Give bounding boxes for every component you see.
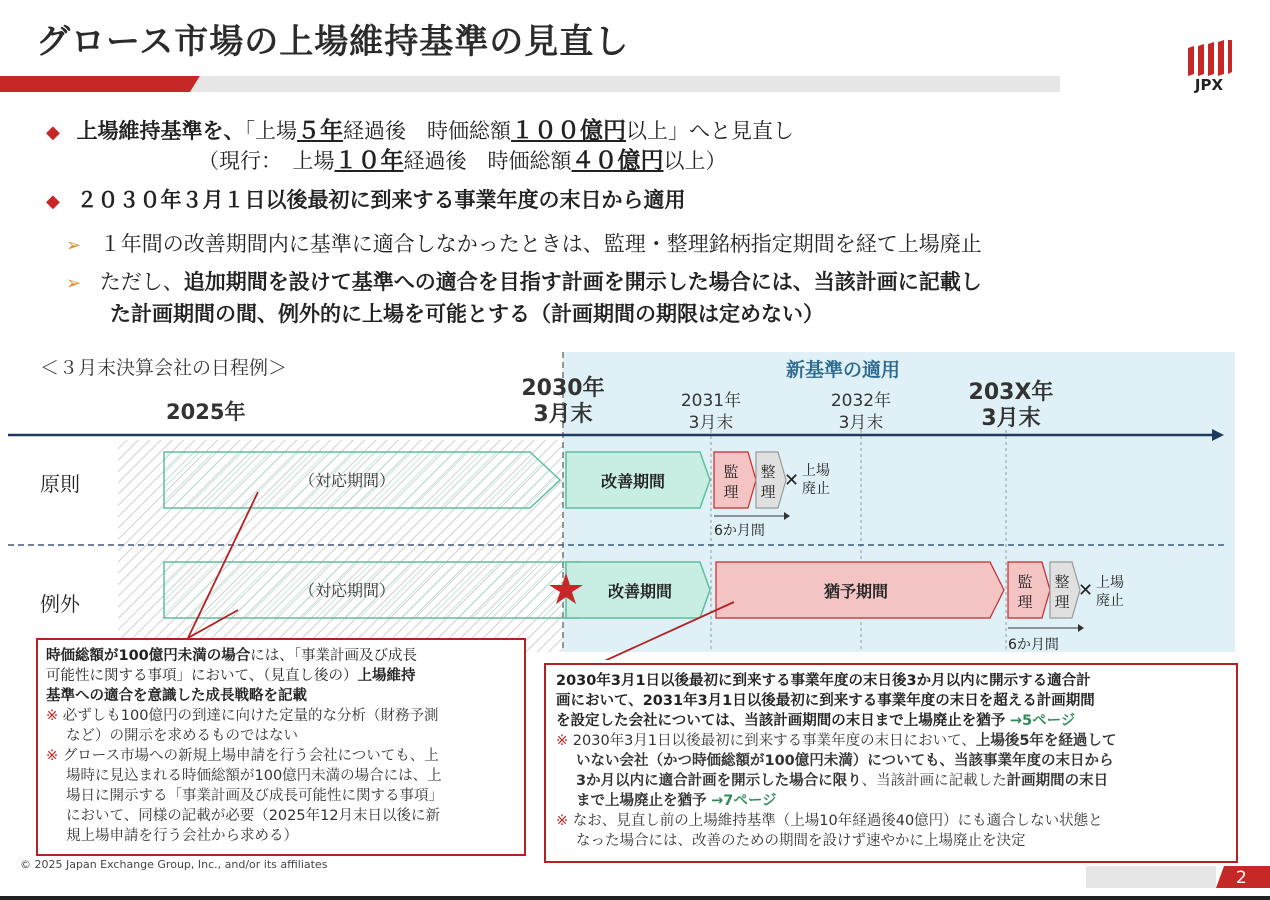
six-months-label: 6か月間 — [1008, 637, 1059, 653]
date-2031: 2031年 3月末 — [680, 391, 742, 433]
schedule-caption: ＜３月末決算会社の日程例＞ — [40, 357, 288, 379]
diamond-icon: ◆ — [46, 122, 60, 143]
year-2025: 2025年 — [166, 400, 246, 424]
page-number: 2 — [1236, 868, 1247, 888]
kanri-label: 監 理 — [723, 463, 739, 501]
diamond-icon: ◆ — [46, 191, 60, 212]
page-5-link[interactable]: →5ページ — [1009, 713, 1076, 729]
bottom-rule — [0, 896, 1270, 900]
page-title: グロース市場の上場維持基準の見直し — [36, 22, 630, 62]
grace-period: 猶予期間 — [823, 582, 888, 601]
date-203X: 203X年 3月末 — [968, 380, 1054, 431]
sub-bullet-2-cont: た計画期間の間、例外的に上場を可能とする（計画期間の期限は定めない） — [110, 302, 824, 326]
date-2030: 2030年 3月末 — [521, 376, 605, 427]
growth-strategy-callout: 時価総額が100億円未満の場合には、「事業計画及び成長 可能性に関する事項」において、（見直し後の）上場維持 基準への適合を意識した成長戦略を記載 ※ 必ずしも100億円の到達に向けた定量的な分析（財務予測 など）の開示を求めるものではない ※ グロース市場への新規上場申請を行う会社についても、上 場時に見込まれる時価総額が100億円未満の場合には、上 場日に開示する「事業計画及び成長可能性に関する事項」 において、同様の記載が必要（2025年12月末日以後に新 規上場申請を行う会社から求める） — [36, 638, 526, 856]
improvement-period: 改善期間 — [600, 472, 665, 491]
cross-icon: ✕ — [784, 470, 800, 491]
page-7-link[interactable]: →7ページ — [711, 793, 777, 809]
delisting-label: 上場 廃止 — [802, 463, 830, 497]
cross-icon: ✕ — [1078, 580, 1094, 601]
bullet-1: ◆ 上場維持基準を、「上場５年経過後 時価総額１００億円以上」へと見直し — [46, 118, 795, 144]
seiri-label: 整 理 — [1054, 573, 1070, 611]
response-period: （対応期間） — [298, 471, 395, 490]
bullet-2: ◆ ２０３０年３月１日以後最初に到来する事業年度の末日から適用 — [46, 188, 686, 212]
timeline-diagram — [0, 340, 1270, 660]
response-period: （対応期間） — [298, 581, 395, 600]
sub-bullet-1: ➢ １年間の改善期間内に基準に適合しなかったときは、監理・整理銘柄指定期間を経て上場廃止 — [66, 232, 982, 256]
copyright: © 2025 Japan Exchange Group, Inc., and/or its affiliates — [20, 858, 328, 871]
date-2032: 2032年 3月末 — [830, 391, 892, 433]
kanri-label: 監 理 — [1017, 573, 1033, 611]
new-standard-label: 新基準の適用 — [786, 359, 901, 381]
seiri-label: 整 理 — [760, 463, 776, 501]
row-exception-label: 例外 — [40, 592, 80, 616]
delisting-label: 上場 廃止 — [1096, 575, 1124, 609]
title-underline — [0, 76, 1060, 92]
six-months-label: 6か月間 — [714, 523, 765, 539]
bullet-1-current: （現行： 上場１０年経過後 時価総額４０億円以上） — [198, 148, 727, 174]
sub-bullet-2: ➢ ただし、追加期間を設けて基準への適合を目指す計画を開示した場合には、当該計画に記載し — [66, 270, 982, 294]
grace-callout: 2030年3月1日以後最初に到来する事業年度の末日後3か月以内に開示する適合計 画において、2031年3月1日以後最初に到来する事業年度の末日を超える計画期間 を設定した会社については、当該計画期間の末日まで上場廃止を猶予 →5ページ ※ 2030年3月1日以後最初に到来する事業年度の末日において、上場後5年を経過して いない会社（かつ時価総額が100億円未満）についても、当該事業年度の末日から 3か月以内に適合計画を開示した場合に限り、当該計画に記載した計画期間の末日 まで上場廃止を猶予 →7ページ ※ なお、見直し前の上場維持基準（上場10年経過後40億円）にも適合しない状態と なった場合には、改善のための期間を設けず速やかに上場廃止を決定 — [544, 663, 1238, 863]
improvement-period: 改善期間 — [607, 582, 672, 601]
arrowhead-icon: ➢ — [66, 273, 82, 294]
row-principle-label: 原則 — [40, 472, 80, 496]
arrowhead-icon: ➢ — [66, 235, 82, 256]
jpx-logo-text: JPX — [1194, 76, 1224, 94]
